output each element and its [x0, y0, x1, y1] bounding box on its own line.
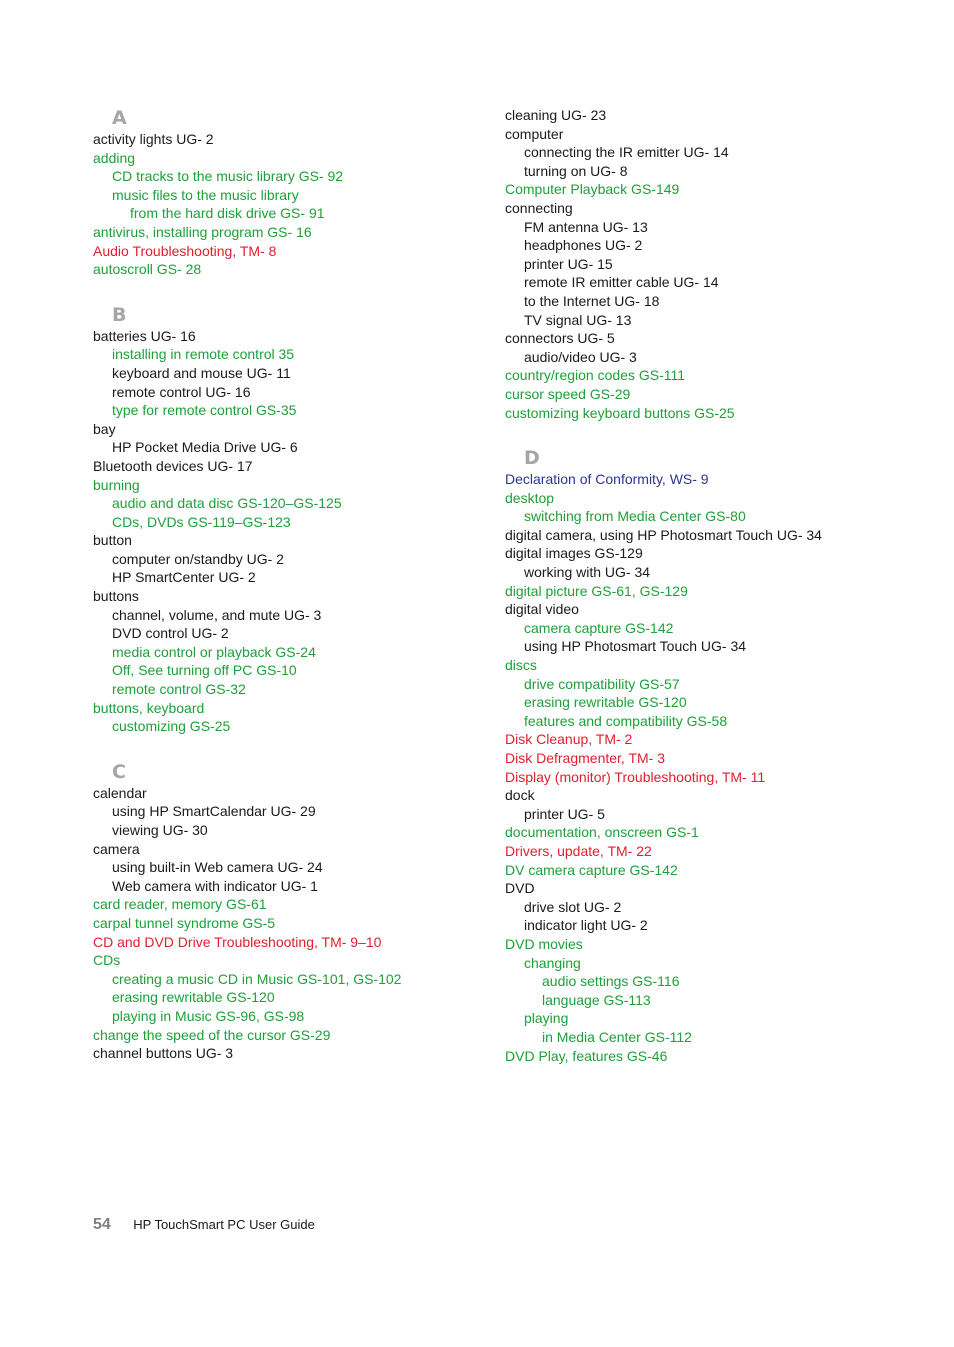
index-section-continued	[505, 106, 925, 422]
index-link[interactable]: change the speed of the cursor GS-29	[93, 1026, 331, 1043]
index-entry: to the Internet UG- 18	[524, 292, 660, 309]
index-entry: computer on/standby UG- 2	[112, 550, 284, 567]
section-letter: A	[112, 107, 127, 129]
index-entry: FM antenna UG- 13	[524, 218, 648, 235]
index-entry: audio/video UG- 3	[524, 348, 637, 365]
index-link[interactable]: DVD movies	[505, 935, 583, 952]
index-column-left	[93, 106, 493, 1063]
index-entry: using built-in Web camera UG- 24	[112, 859, 323, 876]
index-entry: computer	[505, 125, 564, 142]
index-link[interactable]: CDs, DVDs GS-119–GS-123	[112, 513, 291, 530]
index-entry: printer UG- 15	[524, 255, 613, 272]
page-number: 54	[93, 1216, 111, 1233]
index-link[interactable]: discs	[505, 657, 537, 674]
index-link[interactable]: Display (monitor) Troubleshooting, TM- 11	[505, 768, 766, 785]
index-entry: camera	[93, 840, 140, 857]
index-entry: Bluetooth devices UG- 17	[93, 457, 253, 474]
index-entry: TV signal UG- 13	[524, 311, 632, 328]
index-link[interactable]: remote control GS-32	[112, 681, 246, 698]
index-link[interactable]: desktop	[505, 489, 555, 506]
index-link[interactable]: documentation, onscreen GS-1	[505, 824, 699, 841]
index-link[interactable]: buttons, keyboard	[93, 699, 205, 716]
index-entry: DVD	[505, 880, 535, 897]
index-entry: calendar	[93, 784, 147, 801]
index-link[interactable]: CDs	[93, 952, 121, 969]
index-column-right	[505, 106, 925, 1065]
index-link[interactable]: Drivers, update, TM- 22	[505, 842, 652, 859]
index-entry: keyboard and mouse UG- 11	[112, 364, 291, 381]
index-entry: cleaning UG- 23	[505, 107, 607, 123]
index-entry: remote control UG- 16	[112, 383, 251, 400]
index-entry: using HP Photosmart Touch UG- 34	[524, 638, 747, 655]
section-letter: B	[112, 303, 127, 326]
index-link[interactable]: audio settings GS-116	[542, 973, 680, 990]
index-link[interactable]: erasing rewritable GS-120	[112, 989, 275, 1006]
index-link[interactable]: audio and data disc GS-120–GS-125	[112, 495, 342, 512]
index-link[interactable]: music files to the music library	[112, 186, 299, 203]
index-link[interactable]: Off, See turning off PC GS-10	[112, 662, 297, 679]
index-entry: digital video	[505, 601, 579, 618]
index-link[interactable]: carpal tunnel syndrome GS-5	[93, 914, 276, 931]
index-entry: connecting the IR emitter UG- 14	[524, 144, 729, 161]
index-section-c	[93, 760, 493, 1063]
index-link[interactable]: customizing GS-25	[112, 718, 231, 735]
index-entry: digital images GS-129	[505, 545, 643, 562]
index-link[interactable]: CD and DVD Drive Troubleshooting, TM- 9–10	[93, 933, 382, 950]
index-link[interactable]: cursor speed GS-29	[505, 385, 631, 402]
index-entry: working with UG- 34	[524, 564, 651, 581]
index-link[interactable]: DV camera capture GS-142	[505, 861, 678, 878]
index-link[interactable]: country/region codes GS-111	[505, 367, 686, 384]
index-link[interactable]: card reader, memory GS-61	[93, 896, 267, 913]
index-entry: channel, volume, and mute UG- 3	[112, 606, 322, 623]
index-entry: turning on UG- 8	[524, 162, 628, 179]
index-entry: Web camera with indicator UG- 1	[112, 877, 318, 894]
index-link[interactable]: DVD Play, features GS-46	[505, 1047, 668, 1064]
index-entry: channel buttons UG- 3	[93, 1045, 234, 1062]
page-footer	[93, 1216, 315, 1238]
index-link[interactable]: erasing rewritable GS-120	[524, 694, 687, 711]
index-link[interactable]: from the hard disk drive GS- 91	[130, 205, 325, 222]
index-entry: viewing UG- 30	[112, 822, 208, 838]
index-entry: drive slot UG- 2	[524, 898, 622, 915]
index-entry: connectors UG- 5	[505, 330, 615, 347]
index-entry: digital camera, using HP Photosmart Touch UG- 34	[505, 526, 822, 543]
section-letter: C	[112, 760, 126, 783]
index-section-d	[505, 446, 925, 1065]
index-link[interactable]: digital picture GS-61, GS-129	[505, 582, 688, 599]
index-link[interactable]: playing	[524, 1010, 569, 1027]
index-link[interactable]: autoscroll GS- 28	[93, 261, 202, 278]
index-link[interactable]: camera capture GS-142	[524, 619, 674, 636]
index-link[interactable]: Declaration of Conformity, WS- 9	[505, 471, 709, 488]
book-title: HP TouchSmart PC User Guide	[133, 1217, 315, 1232]
index-link[interactable]: creating a music CD in Music GS-101, GS-102	[112, 970, 402, 987]
index-entry: printer UG- 5	[524, 805, 605, 822]
index-link[interactable]: antivirus, installing program GS- 16	[93, 223, 312, 240]
index-link[interactable]: drive compatibility GS-57	[524, 675, 680, 692]
index-link[interactable]: Disk Defragmenter, TM- 3	[505, 750, 666, 766]
index-entry: connecting	[505, 199, 573, 216]
index-entry: button	[93, 532, 132, 549]
index-link[interactable]: in Media Center GS-112	[542, 1028, 692, 1045]
index-entry: remote IR emitter cable UG- 14	[524, 274, 719, 291]
index-entry: HP SmartCenter UG- 2	[112, 569, 256, 586]
index-entry: dock	[505, 787, 535, 804]
index-link[interactable]: switching from Media Center GS-80	[524, 508, 746, 525]
index-link[interactable]: features and compatibility GS-58	[524, 712, 728, 729]
section-letter: D	[524, 447, 540, 470]
index-entry: bay	[93, 420, 116, 437]
index-link[interactable]: Audio Troubleshooting, TM- 8	[93, 242, 277, 259]
index-link[interactable]: customizing keyboard buttons GS-25	[505, 404, 735, 421]
index-link[interactable]: adding	[93, 149, 136, 166]
index-link[interactable]: changing	[524, 954, 581, 971]
index-link[interactable]: installing in remote control 35	[112, 346, 295, 363]
index-link[interactable]: type for remote control GS-35	[112, 402, 297, 419]
index-entry: using HP SmartCalendar UG- 29	[112, 803, 316, 820]
index-link[interactable]: burning	[93, 476, 140, 493]
index-entry: activity lights UG- 2	[93, 131, 214, 147]
index-entry: buttons	[93, 588, 139, 605]
index-link[interactable]: language GS-113	[542, 991, 651, 1008]
index-link[interactable]: media control or playback GS-24	[112, 643, 316, 660]
index-entry: indicator light UG- 2	[524, 917, 648, 934]
index-entry: HP Pocket Media Drive UG- 6	[112, 439, 298, 456]
index-section-b	[93, 303, 493, 736]
index-entry: DVD control UG- 2	[112, 625, 229, 642]
index-link[interactable]: CD tracks to the music library GS- 92	[112, 168, 344, 185]
index-section-a	[93, 106, 493, 279]
index-entry: batteries UG- 16	[93, 327, 196, 344]
index-link[interactable]: Computer Playback GS-149	[505, 181, 680, 198]
index-link[interactable]: playing in Music GS-96, GS-98	[112, 1007, 305, 1024]
index-link[interactable]: Disk Cleanup, TM- 2	[505, 731, 633, 748]
index-entry: headphones UG- 2	[524, 237, 643, 254]
